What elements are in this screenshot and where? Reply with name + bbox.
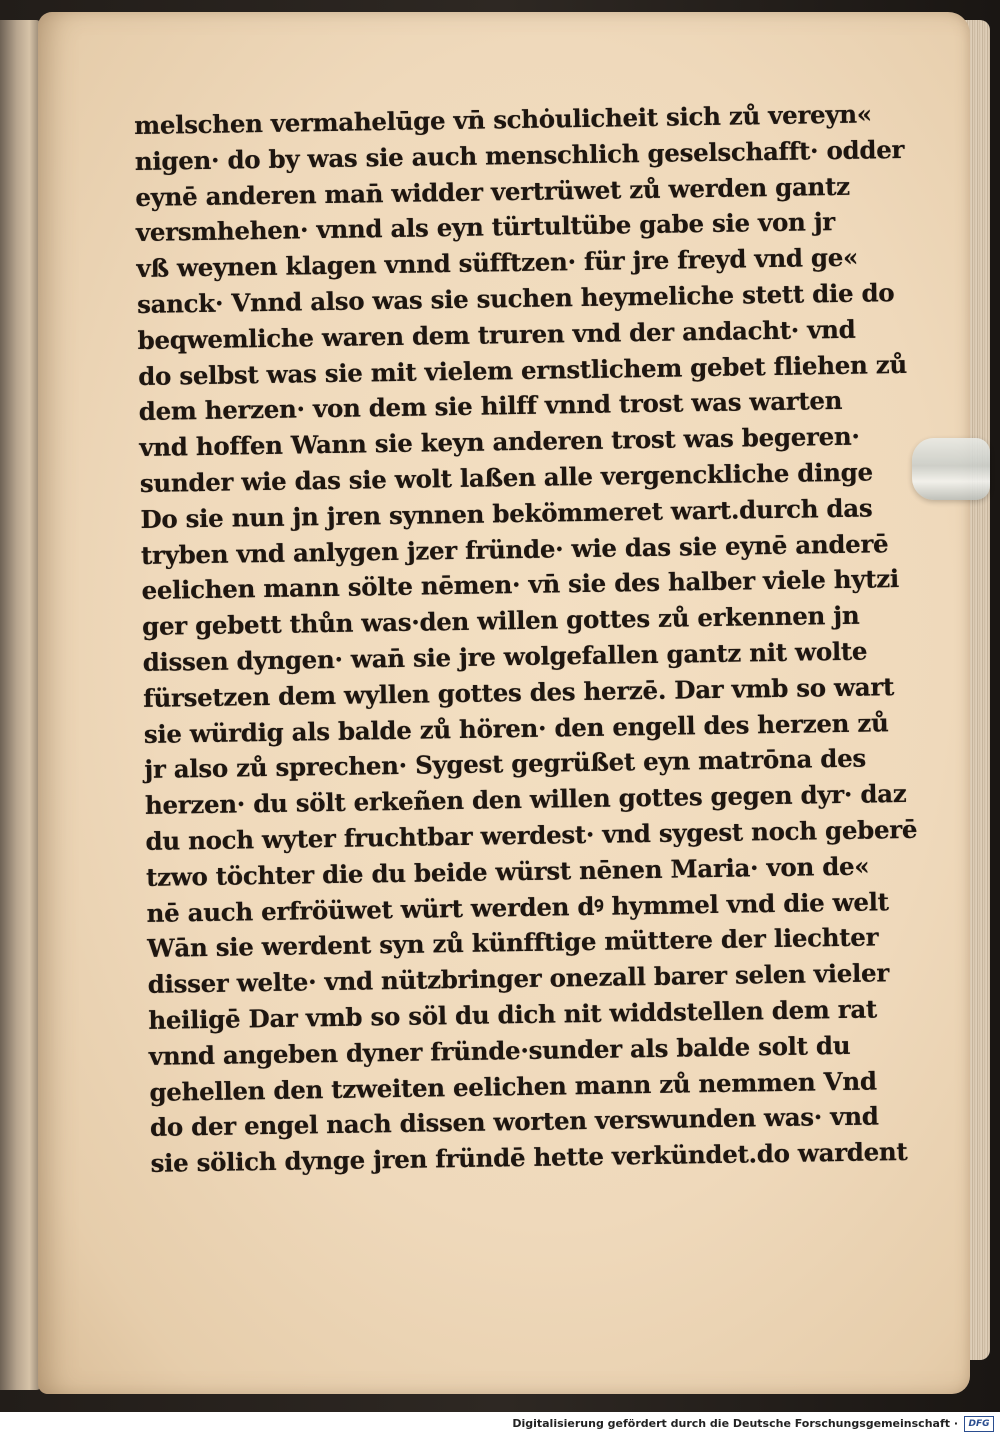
text-line: fürsetzen dem wyllen gottes des herzē. Dar vmb so wart [143, 671, 895, 713]
text-line: beqwemliche waren dem truren vnd der andacht· vnd [137, 314, 856, 355]
text-line: disser welte· vnd nützbringer onezall barer selen vieler [147, 958, 890, 1000]
text-line: melschen vermahelūge vn̄ schȯulicheit sich zů vereyn« [134, 99, 873, 140]
text-line: gehellen den tzweiten eelichen mann zů nemmen Vnd [149, 1065, 877, 1107]
blackletter-text-block [134, 97, 918, 1182]
text-line: dem herzen· von dem sie hilff vnnd trost was warten [138, 386, 843, 427]
text-line: sie würdig als balde zů hören· den engell des herzen zů [143, 707, 889, 749]
text-line: nē auch erfröüwet würt werden dꝰ hymmel vnd die welt [146, 886, 889, 928]
text-line: heiligē Dar vmb so söl du dich nit widdstellen dem rat [148, 994, 878, 1035]
text-line: dissen dyngen· wan̄ sie jre wolgefallen gantz nit wolte [142, 636, 868, 677]
text-line: eynē anderen man̄ widder vertrüwet zů werden gantz [135, 171, 850, 212]
text-line: du noch wyter fruchtbar werdest· vnd sygest noch geberē [145, 814, 918, 856]
text-line: do der engel nach dissen worten verswunden was· vnd [149, 1101, 879, 1143]
text-line: versmhehen· vnnd als eyn türtultübe gabe sie von jr [135, 207, 836, 248]
dfg-logo: DFG [964, 1416, 994, 1432]
footer-credit: Digitalisierung gefördert durch die Deutsche Forschungsgemeinschaft · [512, 1417, 958, 1430]
text-line: sunder wie das sie wolt laßen alle vergenckliche dinge [139, 457, 873, 498]
text-line: do selbst was sie mit vielem ernstlichem gebet fliehen zů [137, 349, 908, 391]
page-clip [912, 438, 990, 500]
text-line: ger gebett thůn was·den willen gottes zů erkennen jn [141, 600, 860, 642]
footer-bar [0, 1412, 1000, 1437]
text-line: vß weynen klagen vnnd süfftzen· für jre freyd vnd ge« [136, 242, 859, 284]
text-line: sie sölich dynge jren fründē hette verkündet.do wardent [150, 1137, 908, 1178]
text-line: vnd hoffen Wann sie keyn anderen trost was begeren· [139, 421, 860, 463]
text-line: eelichen mann sölte nēmen· vn̄ sie des halber viele hytzi [141, 564, 900, 606]
text-line: jr also zů sprechen· Sygest gegrüßet eyn matrōna des [144, 743, 867, 785]
text-line: Wān sie werdent syn zů künfftige müttere der liechter [146, 922, 879, 964]
text-line: tzwo töchter die du beide würst nēnen Maria· von de« [145, 851, 870, 892]
text-line: nigen· do by was sie auch menschlich geselschafft· odder [134, 134, 905, 176]
text-line: herzen· du sölt erkeñen den willen gottes gegen dyr· daz [144, 779, 907, 821]
text-line: sanck· Vnnd also was sie suchen heymeliche stett die do [136, 278, 895, 319]
text-line: Do sie nun jn jren synnen bekömmeret wart.durch das [140, 493, 873, 534]
text-line: tryben vnd anlygen jzer fründe· wie das sie eynē anderē [140, 528, 889, 570]
text-line: vnnd angeben dyner fründe·sunder als balde solt du [148, 1030, 851, 1071]
left-page-stack [0, 20, 42, 1390]
